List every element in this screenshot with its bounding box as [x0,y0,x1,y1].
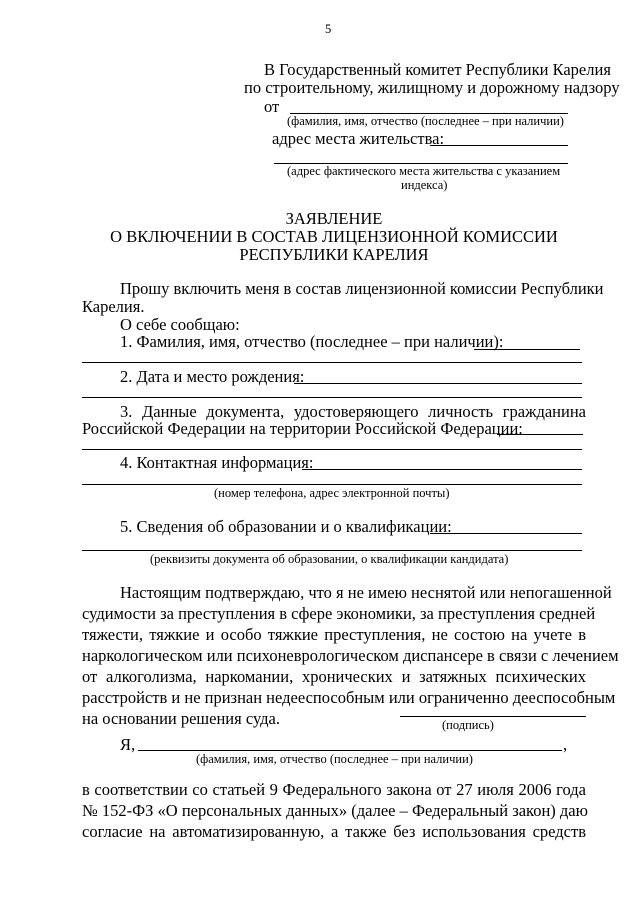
item-4-field-line-2[interactable] [82,484,582,485]
item-4-label: 4. Контактная информация: [120,453,314,472]
name-hint: (фамилия, имя, отчество (последнее – при наличии) [196,752,473,766]
confirmation-line-2: судимости за преступления в сфере экономики, за преступления средней [82,604,596,623]
consent-line-3: согласие на автоматизированную, а также без использования средств [82,822,586,841]
page-number: 5 [325,22,332,36]
i-label: Я, [120,735,136,754]
addressee-line-2: по строительному, жилищному и дорожному надзору [244,78,620,97]
residence-field-line-1[interactable] [430,145,568,146]
confirmation-line-3: тяжести, тяжкие и особо тяжкие преступления, не состою на учете в [82,625,586,644]
name-comma: , [563,735,568,754]
about-self-label: О себе сообщаю: [120,315,240,334]
item-3-field-line-2[interactable] [82,449,582,450]
from-hint: (фамилия, имя, отчество (последнее – при наличии) [287,114,564,128]
item-5-label: 5. Сведения об образовании и о квалификации: [120,517,452,536]
item-5-field-line-2[interactable] [82,550,582,551]
request-line-2: Карелия. [82,297,145,316]
residence-label: адрес места жительства: [272,129,445,148]
item-3-field[interactable] [497,434,583,435]
item-5-hint: (реквизиты документа об образовании, о квалификации кандидата) [150,552,509,566]
signature-field[interactable] [400,716,586,717]
document-subtitle-1: О ВКЛЮЧЕНИИ В СОСТАВ ЛИЦЕНЗИОННОЙ КОМИССИИ [110,227,558,246]
item-4-hint: (номер телефона, адрес электронной почты) [214,486,450,500]
confirmation-line-4: наркологическом или психоневрологическом диспансере в связи с лечением [82,646,619,665]
confirmation-line-5: от алкоголизма, наркомании, хронических и затяжных психических [82,667,586,686]
residence-hint-2: индекса) [401,178,448,192]
confirmation-line-6: расстройств и не признан недееспособным или ограниченно дееспособным [82,688,616,707]
confirmation-line-1: Настоящим подтверждаю, что я не имею неснятой или непогашенной [120,583,612,602]
item-2-field-line-2[interactable] [82,397,582,398]
signature-hint: (подпись) [442,718,494,732]
name-field[interactable] [138,750,562,751]
item-4-field[interactable] [302,469,582,470]
consent-line-1: в соответствии со статьей 9 Федерального закона от 27 июля 2006 года [82,780,586,799]
document-title: ЗАЯВЛЕНИЕ [285,209,383,228]
consent-line-2: № 152-ФЗ «О персональных данных» (далее – Федеральный закон) даю [82,801,588,820]
request-line-1: Прошу включить меня в состав лицензионной комиссии Республики [120,279,604,298]
item-2-label: 2. Дата и место рождения: [120,367,305,386]
item-5-field[interactable] [430,533,582,534]
residence-hint-1: (адрес фактического места жительства с указанием [287,164,561,178]
item-3-label-line-1: 3. Данные документа, удостоверяющего личность гражданина [120,402,586,421]
item-1-field[interactable] [474,349,580,350]
item-1-label: 1. Фамилия, имя, отчество (последнее – при наличии): [120,332,504,351]
item-2-field[interactable] [294,383,582,384]
from-label: от [264,97,280,116]
confirmation-line-7: на основании решения суда. [82,709,280,728]
item-1-field-line-2[interactable] [82,362,582,363]
document-subtitle-2: РЕСПУБЛИКИ КАРЕЛИЯ [239,245,429,264]
addressee-line-1: В Государственный комитет Республики Карелия [264,60,611,79]
item-3-label-line-2: Российской Федерации на территории Российской Федерации: [82,419,523,438]
